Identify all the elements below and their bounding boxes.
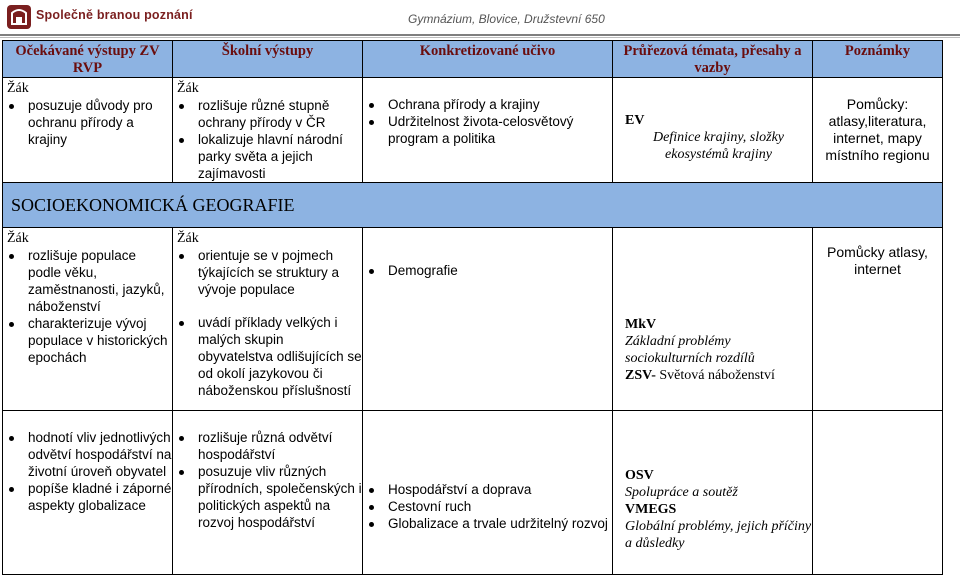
tema-text: Spolupráce a soutěž: [625, 485, 738, 500]
header-divider: [0, 34, 960, 36]
bullet-list: [3, 247, 172, 366]
bullet-list: [363, 96, 612, 147]
list-item: charakterizuje vývoj populace v historických epochách: [28, 315, 172, 366]
tema-text-2: Globální problémy, jejich příčiny a důsledky: [625, 519, 812, 551]
cell-curriculum: [363, 228, 613, 411]
tema-code: OSV: [625, 468, 654, 483]
curriculum-table: [2, 40, 943, 575]
list-item: posuzuje vliv různých přírodních, společenských i politických aspektů na rozvoj hospodářství: [198, 464, 362, 530]
tema-block: [625, 230, 812, 384]
list-item: Hospodářství a doprava: [388, 481, 612, 498]
spacer: [363, 228, 612, 262]
page-header: [0, 0, 960, 38]
spacer: [173, 411, 362, 429]
school-name: Gymnázium, Blovice, Družstevní 650: [408, 12, 605, 26]
cell-cross-topics: [613, 228, 813, 411]
list-item: Globalizace a trvale udržitelný rozvoj: [388, 515, 612, 532]
tema-text: Definice krajiny, složky ekosystémů krajiny: [652, 130, 785, 162]
cell-curriculum: [363, 411, 613, 575]
pupil-label: Žák: [7, 231, 29, 246]
bullet-list: [173, 97, 362, 182]
bullet-list: [363, 262, 612, 279]
cell-school-outputs: [173, 228, 363, 411]
table-row: [3, 411, 943, 575]
col-header-cross-topics: Průřezová témata, přesahy a vazby: [613, 41, 813, 78]
tema-line: [625, 367, 812, 384]
tema-code: MkV: [625, 317, 657, 332]
section-row: [3, 183, 943, 228]
cell-notes: [813, 228, 943, 411]
cell-expected-outputs: [3, 411, 173, 575]
note-text: Pomůcky: atlasy,literatura, internet, mapy místního regionu: [825, 96, 930, 163]
bullet-list: [173, 429, 362, 531]
tema-text: Základní problémy sociokulturních rozdílů: [625, 334, 755, 366]
list-item: Ochrana přírody a krajiny: [388, 96, 612, 113]
list-item: popíše kladné i záporné aspekty globalizace: [28, 481, 172, 513]
list-item: uvádí příklady velkých i malých skupin obyvatelstva odlišujících se od okolí jazykovou či náboženskou příslušností: [198, 315, 362, 398]
bullet-list: [3, 97, 172, 148]
logo-text: Společně branou poznání: [36, 8, 193, 22]
note-text: Pomůcky atlasy, internet: [827, 244, 928, 277]
tema-text-2: Světová náboženství: [659, 368, 775, 383]
cell-school-outputs: [173, 411, 363, 575]
list-item: rozlišuje různé stupně ochrany přírody v ČR: [198, 97, 362, 131]
bullet-list: [363, 481, 612, 532]
list-item: posuzuje důvody pro ochranu přírody a krajiny: [28, 97, 172, 148]
bullet-list: [3, 429, 172, 514]
cell-cross-topics: [613, 78, 813, 183]
cell-school-outputs: [173, 78, 363, 183]
pupil-label: Žák: [7, 81, 29, 96]
tema-code-2: ZSV-: [625, 368, 656, 383]
list-item: rozlišuje různá odvětví hospodářství: [198, 429, 362, 463]
pupil-label: Žák: [177, 81, 199, 96]
list-item: Demografie: [388, 262, 612, 279]
cell-cross-topics: [613, 411, 813, 575]
header-divider-thin: [0, 37, 960, 38]
cell-notes: [813, 411, 943, 575]
col-header-school-outputs: Školní výstupy: [173, 41, 363, 78]
col-header-curriculum: Konkretizované učivo: [363, 41, 613, 78]
list-item: rozlišuje populace podle věku, zaměstnanosti, jazyků, náboženství: [28, 247, 172, 315]
spacer: [363, 78, 612, 96]
cell-expected-outputs: [3, 228, 173, 411]
tema-block: [625, 413, 812, 552]
table-row: [3, 228, 943, 411]
list-item: lokalizuje hlavní národní parky světa a jejich zajímavosti: [198, 131, 362, 182]
col-header-notes: Poznámky: [813, 41, 943, 78]
cell-curriculum: [363, 78, 613, 183]
list-item: hodnotí vliv jednotlivých odvětví hospodářství na životní úroveň obyvatel: [28, 430, 172, 479]
tema-block: [625, 96, 812, 163]
cell-expected-outputs: [3, 78, 173, 183]
spacer: [3, 411, 172, 429]
list-item: Cestovní ruch: [388, 498, 612, 515]
list-item: Udržitelnost života-celosvětový program a politika: [388, 113, 612, 147]
bullet-list: [173, 247, 362, 399]
list-item: orientuje se v pojmech týkajících se struktury a vývoje populace: [198, 247, 362, 298]
table-row: [3, 78, 943, 183]
table-header-row: [3, 41, 943, 78]
section-title: SOCIOEKONOMICKÁ GEOGRAFIE: [3, 183, 943, 228]
cell-notes: [813, 78, 943, 183]
col-header-expected-outputs: Očekávané výstupy ZV RVP: [3, 41, 173, 78]
spacer: [363, 411, 612, 481]
logo-icon: [6, 4, 32, 30]
tema-code-2: VMEGS: [625, 502, 677, 517]
tema-code: EV: [625, 113, 645, 128]
pupil-label: Žák: [177, 231, 199, 246]
